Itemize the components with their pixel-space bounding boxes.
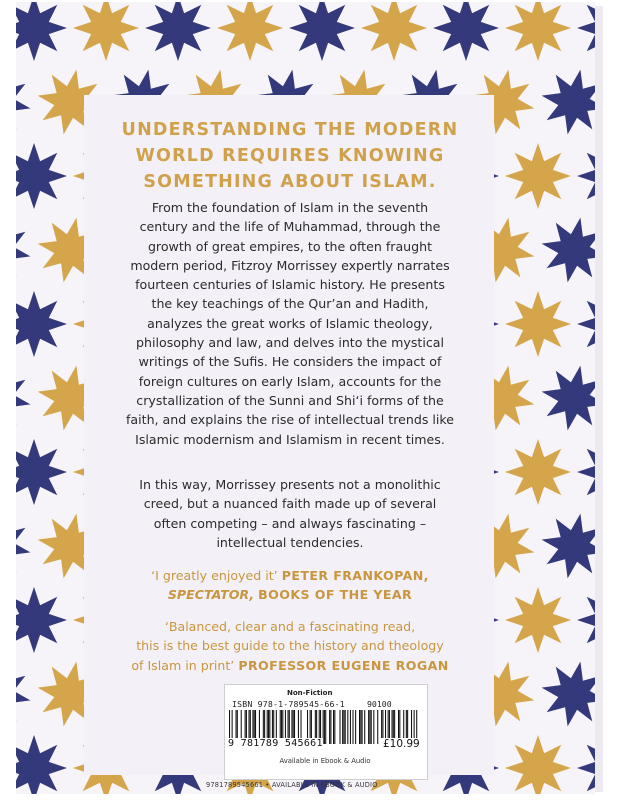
navy-star-icon bbox=[542, 366, 595, 431]
barcode-bar bbox=[377, 710, 378, 744]
barcode-bar bbox=[353, 710, 354, 744]
barcode-bar bbox=[355, 710, 356, 744]
quote-text: ‘I greatly enjoyed it’ bbox=[151, 568, 278, 583]
gold-star-icon bbox=[505, 439, 571, 505]
text-line: often competing – and always fascinating – bbox=[153, 515, 427, 531]
gold-star-icon bbox=[73, 2, 139, 61]
isbn-text: ISBN 978-1-789545-66-1 bbox=[232, 699, 345, 709]
gold-star-icon bbox=[505, 291, 571, 357]
navy-star-icon bbox=[16, 2, 67, 61]
barcode-bar bbox=[324, 710, 325, 744]
gold-star-icon bbox=[505, 2, 571, 61]
description-paragraph-2 bbox=[100, 475, 480, 552]
barcode-bar bbox=[359, 710, 360, 744]
barcode-bar bbox=[371, 710, 372, 744]
quote-line: ‘Balanced, clear and a fascinating read, bbox=[164, 619, 416, 634]
description-paragraph-1 bbox=[100, 198, 480, 449]
quote-publication: SPECTATOR, bbox=[167, 587, 255, 603]
text-line: modern period, Fitzroy Morrissey expertly narrates bbox=[130, 257, 450, 273]
text-line: In this way, Morrissey presents not a monolithic bbox=[139, 477, 441, 492]
quote-author: PROFESSOR EUGENE ROGAN bbox=[238, 657, 449, 673]
price: £10.99 bbox=[383, 738, 420, 750]
barcode-bar bbox=[364, 710, 365, 744]
text-line: growth of great empires, to the often fraught bbox=[147, 238, 433, 254]
quote-section: BOOKS OF THE YEAR bbox=[258, 587, 413, 603]
navy-star-icon bbox=[16, 70, 30, 135]
text-line: the key teachings of the Qur’an and Hadith, bbox=[151, 296, 429, 312]
text-line: analyzes the great works of Islamic theology, bbox=[147, 315, 433, 331]
navy-star-icon bbox=[145, 2, 211, 61]
barcode-bar bbox=[345, 710, 346, 744]
barcode-bar bbox=[333, 710, 334, 744]
navy-star-icon bbox=[577, 143, 595, 209]
gold-star-icon bbox=[217, 2, 283, 61]
text-line: intellectual tendencies. bbox=[216, 534, 364, 550]
text-line: Islamic modernism and Islamism in recent times. bbox=[135, 431, 445, 447]
navy-star-icon bbox=[16, 439, 67, 505]
text-line: creed, but a nuanced faith made up of several bbox=[143, 496, 437, 512]
text-line: writings of the Sufis. He considers the impact of bbox=[138, 354, 442, 370]
cover-edge bbox=[595, 6, 603, 792]
text-line: fourteen centuries of Islamic history. He presents bbox=[135, 277, 445, 293]
navy-star-icon bbox=[577, 587, 595, 653]
availability-note: Available in Ebook & Audio bbox=[279, 757, 371, 765]
barcode-bar bbox=[330, 710, 331, 744]
navy-star-icon bbox=[433, 2, 499, 61]
text-line: century and the life of Muhammad, through the bbox=[139, 219, 441, 235]
navy-star-icon bbox=[16, 514, 30, 579]
text-line: philosophy and law, and delves into the mystical bbox=[136, 335, 444, 351]
barcode-bar bbox=[340, 710, 341, 744]
navy-star-icon bbox=[577, 439, 595, 505]
barcode-bar bbox=[342, 710, 343, 744]
quote-line: this is the best guide to the history and theology bbox=[136, 638, 444, 654]
barcode-bar bbox=[360, 710, 361, 744]
navy-star-icon bbox=[16, 366, 30, 431]
navy-star-icon bbox=[16, 662, 30, 727]
barcode-bar bbox=[329, 710, 330, 744]
review-quote-1 bbox=[100, 566, 480, 605]
navy-star-icon bbox=[577, 2, 595, 61]
gold-star-icon bbox=[505, 587, 571, 653]
navy-star-icon bbox=[16, 218, 30, 283]
gold-star-icon bbox=[361, 2, 427, 61]
headline-line-1: UNDERSTANDING THE MODERN bbox=[121, 120, 459, 140]
navy-star-icon bbox=[542, 70, 595, 135]
quote-author: PETER FRANKOPAN, bbox=[281, 568, 429, 583]
footer-line: 9781789545661 • AVAILABLE IN EBOOK & AUDIO bbox=[206, 781, 378, 789]
navy-star-icon bbox=[16, 143, 67, 209]
headline-line-3: SOMETHING ABOUT ISLAM. bbox=[143, 172, 437, 192]
text-line: crystallization of the Sunni and Shi‘i forms of the bbox=[136, 392, 444, 408]
navy-star-icon bbox=[289, 2, 355, 61]
barcode-bar bbox=[343, 710, 344, 744]
barcode-bar bbox=[369, 710, 370, 744]
barcode-bar bbox=[325, 710, 326, 744]
barcode-bar bbox=[350, 710, 351, 744]
genre-label: Non-Fiction bbox=[287, 689, 333, 697]
text-line: faith, and explains the rise of intellectual trends like bbox=[125, 412, 454, 428]
text-line: From the foundation of Islam in the seventh bbox=[151, 200, 429, 215]
text-line: foreign cultures on early Islam, accounts for the bbox=[138, 373, 442, 389]
barcode-bar bbox=[368, 710, 369, 744]
review-quote-2 bbox=[100, 617, 480, 675]
navy-star-icon bbox=[542, 514, 595, 579]
headline-line-2: WORLD REQUIRES KNOWING bbox=[135, 146, 445, 166]
navy-star-icon bbox=[16, 587, 67, 653]
headline bbox=[100, 117, 480, 195]
navy-star-icon bbox=[542, 218, 595, 283]
barcode-addon: 90100 bbox=[367, 699, 392, 709]
barcode-bar bbox=[373, 710, 374, 744]
barcode-bar bbox=[362, 710, 363, 744]
quote-line: of Islam in print’ bbox=[131, 657, 235, 673]
gold-star-icon bbox=[505, 143, 571, 209]
navy-star-icon bbox=[577, 291, 595, 357]
barcode-bar bbox=[347, 710, 348, 744]
navy-star-icon bbox=[16, 291, 67, 357]
barcode-bar bbox=[334, 710, 335, 744]
barcode-digits: 9 781789 545661 bbox=[228, 738, 323, 749]
navy-star-icon bbox=[542, 662, 595, 727]
